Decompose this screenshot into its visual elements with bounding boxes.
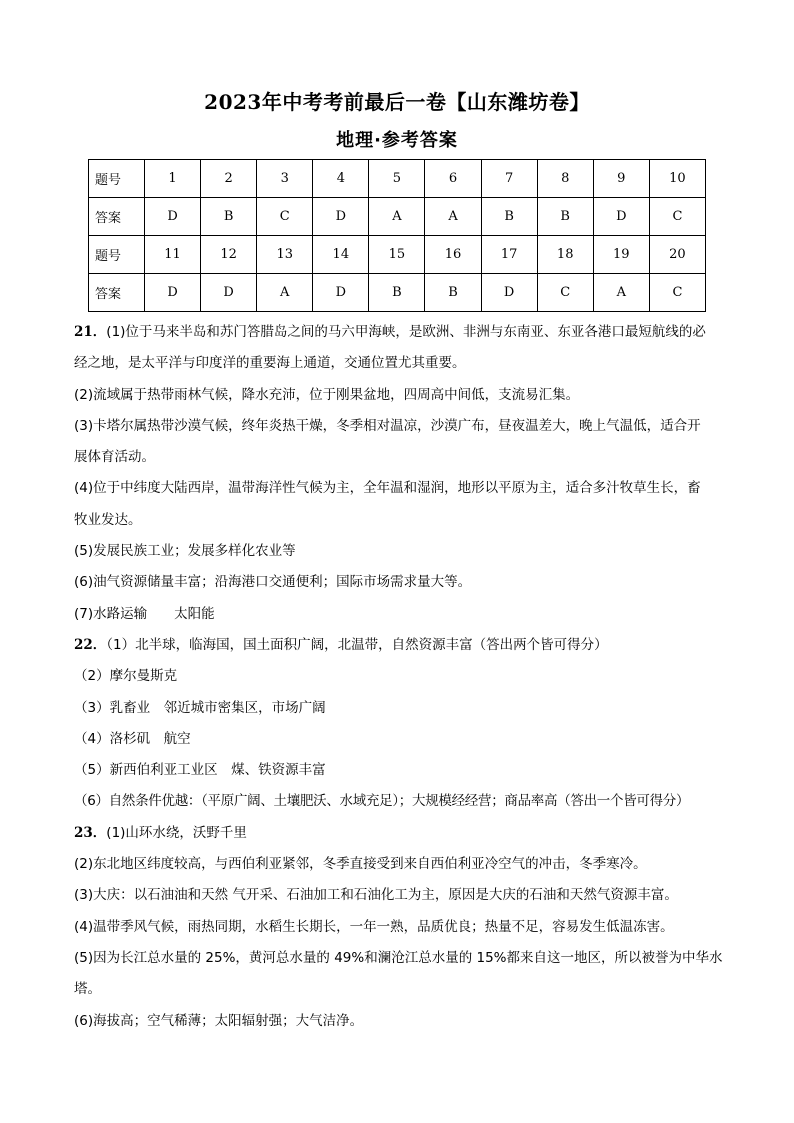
page-subtitle: 地理·参考答案	[336, 130, 458, 151]
answer-table-cell: 13	[257, 236, 313, 274]
q23-line-1: 23．(1)山环水绕，沃野千里	[74, 824, 247, 841]
q21-line-1: 21．(1)位于马来半岛和苏门答腊岛之间的马六甲海峡，是欧洲、非洲与东南亚、东亚各港口最短航线的必	[74, 324, 706, 340]
q21-part-5: (5)发展民族工业；发展多样化农业等	[74, 543, 296, 560]
answer-table-cell: 10	[649, 160, 705, 198]
q23-part-3: (3)大庆：以石油油和天然 气开采、石油加工和石油化工为主，原因是大庆的石油和天然气资源丰富。	[74, 887, 678, 904]
q23-part-4: (4)温带季风气候，雨热同期，水稻生长期长，一年一熟，品质优良；热量不足，容易发生低温冻害。	[74, 918, 674, 935]
answer-table-cell: C	[257, 198, 313, 236]
q21-part-4a: (4)位于中纬度大陆西岸，温带海洋性气候为主，全年温和湿润，地形以平原为主，适合多汁牧草生长，畜	[74, 480, 701, 497]
answer-table-row	[89, 236, 706, 274]
answer-table-cell: 3	[257, 160, 313, 198]
answer-table-cell: 8	[537, 160, 593, 198]
q22-number: 22．	[74, 636, 107, 653]
answer-table-cell: C	[649, 198, 705, 236]
q23-part-5a: (5)因为长江总水量的 25%，黄河总水量的 49%和澜沧江总水量的 15%都来自这一地区，所以被誉为中华水	[74, 949, 723, 966]
answer-table-cell: 12	[201, 236, 257, 274]
answer-table-cell: 1	[145, 160, 201, 198]
answer-table-cell: C	[649, 274, 705, 312]
q23-part-2: (2)东北地区纬度较高，与西伯利亚紧邻，冬季直接受到来自西伯利亚冷空气的冲击，冬季寒冷。	[74, 856, 647, 873]
answer-table-cell: D	[313, 274, 369, 312]
answer-table-cell: 7	[481, 160, 537, 198]
q22-part-5: （5）新西伯利亚工业区 煤、铁资源丰富	[74, 762, 326, 779]
answer-table	[88, 159, 706, 312]
answer-table-cell: 6	[425, 160, 481, 198]
answer-table-cell: 15	[369, 236, 425, 274]
answer-table-cell: D	[201, 274, 257, 312]
q22-part-6: （6）自然条件优越：（平原广阔、土壤肥沃、水域充足）；大规模经经营；商品率高（答出一个皆可得分）	[74, 793, 690, 810]
answer-table-cell: 9	[593, 160, 649, 198]
answer-body	[74, 317, 726, 1037]
q22-part-4: （4）洛杉矶 航空	[74, 730, 191, 747]
q21-part-3a: (3)卡塔尔属热带沙漠气候，终年炎热干燥，冬季相对温凉，沙漠广布，昼夜温差大，晚上气温低，适合开	[74, 417, 701, 434]
answer-table-cell: 18	[537, 236, 593, 274]
answer-table-cell: D	[593, 198, 649, 236]
q21-part-3b: 展体育活动。	[74, 449, 155, 466]
answer-table-row	[89, 198, 706, 236]
q21-part-4b: 牧业发达。	[74, 511, 142, 528]
answer-table-cell: A	[257, 274, 313, 312]
answer-table-cell: A	[369, 198, 425, 236]
q21-line-2: 经之地，是太平洋与印度洋的重要海上通道，交通位置尤其重要。	[74, 355, 466, 372]
answer-table-cell: B	[201, 198, 257, 236]
q21-part-6: (6)油气资源储量丰富；沿海港口交通便利；国际市场需求量大等。	[74, 574, 472, 591]
answer-table-cell: 16	[425, 236, 481, 274]
answer-table-cell: 2	[201, 160, 257, 198]
q21-part-2: (2)流域属于热带雨林气候，降水充沛，位于刚果盆地，四周高中间低，支流易汇集。	[74, 386, 580, 403]
answer-table-cell: B	[537, 198, 593, 236]
q21-part-7: (7)水路运输 太阳能	[74, 605, 215, 622]
answer-table-cell: B	[425, 274, 481, 312]
answer-table-cell: 19	[593, 236, 649, 274]
answer-table-row-label: 题号	[89, 160, 145, 198]
answer-table-cell: B	[481, 198, 537, 236]
q23-part-6: (6)海拔高；空气稀薄；太阳辐射强；大气洁净。	[74, 1012, 364, 1029]
answer-table-row-label: 答案	[89, 198, 145, 236]
answer-table-cell: D	[313, 198, 369, 236]
page-title: 2023年中考考前最后一卷【山东潍坊卷】	[204, 90, 590, 114]
answer-table-cell: A	[593, 274, 649, 312]
q22-part-2: （2）摩尔曼斯克	[74, 668, 178, 685]
q22-part-3: （3）乳畜业 邻近城市密集区，市场广阔	[74, 699, 326, 716]
answer-table-cell: 4	[313, 160, 369, 198]
answer-table-cell: B	[369, 274, 425, 312]
answer-table-cell: 11	[145, 236, 201, 274]
q23-part-5b: 塔。	[74, 981, 101, 998]
answer-table-cell: 20	[649, 236, 705, 274]
answer-table-row-label: 答案	[89, 274, 145, 312]
answer-table-row	[89, 160, 706, 198]
answer-table-cell: D	[481, 274, 537, 312]
answer-table-row-label: 题号	[89, 236, 145, 274]
answer-table-cell: 17	[481, 236, 537, 274]
answer-table-cell: D	[145, 198, 201, 236]
answer-table-cell: 5	[369, 160, 425, 198]
q23-number: 23．	[74, 824, 107, 841]
answer-table-cell: C	[537, 274, 593, 312]
q21-number: 21．	[74, 324, 107, 340]
answer-table-cell: 14	[313, 236, 369, 274]
answer-table-cell: A	[425, 198, 481, 236]
q22-line-1: 22．（1）北半球，临海国，国土面积广阔，北温带，自然资源丰富（答出两个皆可得分）	[74, 636, 608, 653]
answer-table-row	[89, 274, 706, 312]
answer-table-cell: D	[145, 274, 201, 312]
